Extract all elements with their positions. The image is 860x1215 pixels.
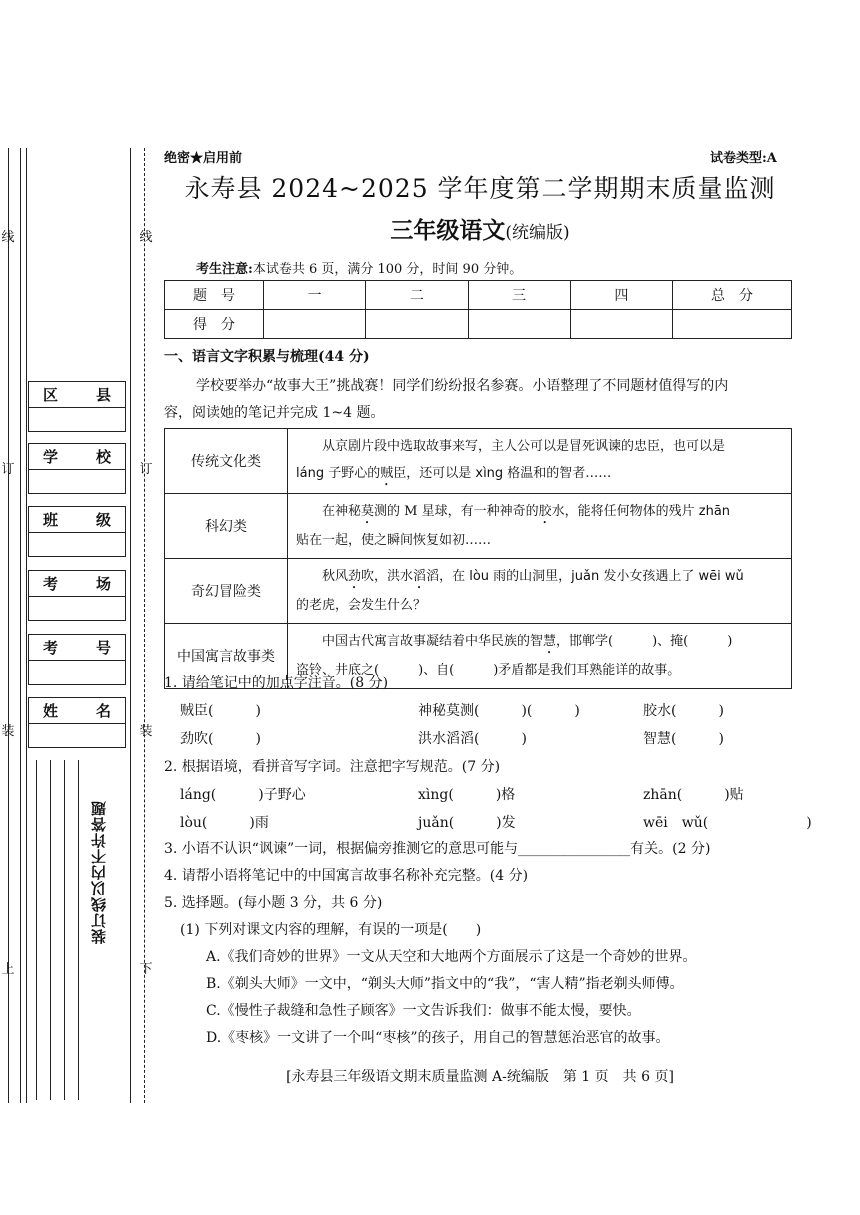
- pinyin: zhān: [698, 504, 731, 519]
- pinyin: lòu: [469, 569, 490, 584]
- table-cell: 四: [570, 281, 672, 310]
- page-title: 永寿县 2024~2025 学年度第二学期期末质量监测: [184, 174, 776, 203]
- text: 测的 M 星球，有一种神奇的: [374, 504, 539, 519]
- field-district[interactable]: [28, 381, 126, 432]
- question-5-1[interactable]: (1) 下列对课文内容的理解，有误的一项是( ): [180, 922, 482, 938]
- score-input[interactable]: [366, 310, 468, 339]
- field-label: 考: [43, 575, 59, 593]
- answer-blank[interactable]: láng( )子野心: [180, 787, 306, 803]
- field-label: 县: [95, 386, 111, 404]
- pinyin: juǎn: [571, 569, 600, 584]
- score-input[interactable]: [264, 310, 366, 339]
- pinyin: láng: [296, 466, 325, 481]
- question-5: 5. 选择题。(每小题 3 分，共 6 分): [164, 895, 383, 911]
- note-text: [288, 429, 792, 494]
- text: 中国古代寓言故事凝结着中华民族的智: [322, 634, 544, 649]
- notice-label: 考生注意:: [196, 262, 253, 277]
- field-class[interactable]: [28, 506, 126, 557]
- binding-mark: 下: [139, 962, 153, 977]
- binding-line: [20, 148, 21, 1103]
- field-label: 名: [95, 702, 111, 720]
- table-cell: 一: [264, 281, 366, 310]
- field-label: 校: [95, 448, 111, 466]
- answer-blank[interactable]: 智慧( ): [643, 731, 724, 747]
- dotted-char: 胶: [538, 504, 552, 519]
- subject: 三年级语文: [390, 218, 506, 244]
- field-label: 级: [95, 511, 111, 529]
- score-table: [164, 280, 792, 339]
- table-row: [165, 310, 792, 339]
- note-line: 盗铃、井底之( )、自( )矛盾都是我们耳熟能详的故事。: [296, 663, 681, 678]
- binding-warning: 装订线以内不许答题: [90, 800, 108, 944]
- answer-blank[interactable]: xìng( )格: [418, 787, 516, 803]
- score-input[interactable]: [673, 310, 792, 339]
- answer-blank[interactable]: lòu( )雨: [180, 815, 269, 831]
- answer-blank[interactable]: juǎn( )发: [418, 815, 516, 831]
- note-text: [288, 559, 792, 624]
- note-category: 科幻类: [165, 494, 288, 559]
- text: 滔，在: [426, 569, 470, 584]
- field-exam-room[interactable]: [28, 570, 126, 621]
- note-line: 贴在一起，使之瞬间恢复如初……: [296, 533, 492, 548]
- note-text: [288, 494, 792, 559]
- text: 秋风: [322, 569, 349, 584]
- answer-blank[interactable]: 胶水( ): [643, 703, 724, 719]
- note-line: [296, 460, 783, 489]
- binding-line: [50, 760, 51, 1100]
- note-line: 的老虎，会发生什么？: [296, 598, 427, 613]
- option-b: B.《剃头大师》一文中，“剃头大师”指文中的“我”，“害人精”指老剃头师傅。: [206, 976, 684, 992]
- note-category: 中国寓言故事类: [165, 624, 288, 689]
- question-4: 4. 请帮小语将笔记中的中国寓言故事名称补充完整。(4 分): [164, 868, 529, 884]
- field-label: 场: [95, 575, 111, 593]
- binding-mark: 装: [139, 724, 153, 739]
- text: 雨的山洞里，: [489, 569, 572, 584]
- score-input[interactable]: [570, 310, 672, 339]
- note-line: 从京剧片段中选取故事来写，主人公可以是冒死讽谏的忠臣，也可以是: [322, 439, 726, 454]
- binding-mark: 线: [1, 230, 15, 245]
- binding-mark: 线: [139, 230, 153, 245]
- exam-notice: [196, 258, 522, 277]
- secret-label: 绝密★启用前: [164, 151, 243, 166]
- table-cell: 题 号: [165, 281, 264, 310]
- text: 在神秘: [322, 504, 362, 519]
- question-2: 2. 根据语境，看拼音写字词。注意把字写规范。(7 分): [164, 759, 501, 775]
- notice-text: 本试卷共 6 页，满分 100 分，时间 90 分钟。: [252, 262, 523, 277]
- field-label: 区: [43, 386, 59, 404]
- dotted-char: 莫: [361, 504, 375, 519]
- table-row: [165, 429, 792, 494]
- text: 水，能将任何物体的残片: [551, 504, 699, 519]
- text: ，邯郸学( )、掩( ): [556, 634, 733, 649]
- field-label: 学: [43, 448, 59, 466]
- paper-type: 试卷类型:A: [710, 151, 777, 166]
- note-category: 传统文化类: [165, 429, 288, 494]
- note-line: [296, 628, 783, 657]
- intro-text: 学校要举办“故事大王”挑战赛！同学们纷纷报名参赛。小语整理了不同题材值得写的内: [196, 378, 729, 394]
- notes-table: [164, 428, 792, 689]
- question-1: 1. 请给笔记中的加点字注音。(8 分): [164, 675, 389, 691]
- text: 吹，洪水: [361, 569, 414, 584]
- pinyin: xìng: [475, 466, 504, 481]
- option-d: D.《枣核》一文讲了一个叫“枣核”的孩子，用自己的智慧惩治恶官的故事。: [206, 1030, 670, 1046]
- text: 子野心的: [324, 466, 381, 481]
- score-input[interactable]: [468, 310, 570, 339]
- binding-mark: 订: [139, 462, 153, 477]
- text: 发小女孩遇上了: [599, 569, 699, 584]
- table-cell: 二: [366, 281, 468, 310]
- binding-mark: 装: [1, 724, 15, 739]
- binding-line: [36, 760, 37, 1100]
- page-footer: [永寿县三年级语文期末质量监测 A-统编版 第 1 页 共 6 页]: [286, 1069, 674, 1085]
- answer-blank[interactable]: wēi wǔ( ): [643, 815, 812, 831]
- question-3[interactable]: 3. 小语不认识“讽谏”一词，根据偏旁推测它的意思可能与________________有关。(2 分): [164, 841, 711, 857]
- note-category: 奇幻冒险类: [165, 559, 288, 624]
- field-label: 班: [43, 511, 59, 529]
- field-exam-number[interactable]: [28, 634, 126, 685]
- answer-blank[interactable]: 劲吹( ): [180, 731, 261, 747]
- binding-mark: 上: [1, 962, 15, 977]
- binding-line: [64, 760, 65, 1100]
- dotted-char: 贼: [380, 466, 394, 481]
- field-label: 号: [95, 639, 111, 657]
- pinyin: wēi wǔ: [698, 569, 744, 584]
- binding-line: [78, 760, 79, 1100]
- answer-blank[interactable]: 洪水滔滔( ): [418, 731, 527, 747]
- dotted-char: 劲: [348, 569, 362, 584]
- field-name[interactable]: [28, 697, 126, 748]
- answer-blank[interactable]: 贼臣( ): [180, 703, 261, 719]
- answer-blank[interactable]: zhān( )贴: [643, 787, 744, 803]
- table-row: [165, 281, 792, 310]
- page-subtitle: [160, 212, 800, 245]
- intro-text: 容，阅读她的笔记并完成 1~4 题。: [164, 405, 385, 421]
- answer-blank[interactable]: 神秘莫测( )( ): [418, 703, 580, 719]
- section-heading: 一、语言文字积累与梳理(44 分): [164, 349, 370, 365]
- dotted-char: 慧: [543, 634, 557, 649]
- note-line: [296, 498, 783, 527]
- field-label: 考: [43, 639, 59, 657]
- binding-line: [26, 148, 27, 1103]
- text: 格温和的智者……: [503, 466, 612, 481]
- table-cell: 得 分: [165, 310, 264, 339]
- option-a: A.《我们奇妙的世界》一文从天空和大地两个方面展示了这是一个奇妙的世界。: [206, 949, 697, 965]
- text: 臣，还可以是: [393, 466, 476, 481]
- table-cell: 总 分: [673, 281, 792, 310]
- note-line: [296, 563, 783, 592]
- field-school[interactable]: [28, 443, 126, 494]
- dotted-char: 滔: [413, 569, 427, 584]
- binding-mark: 订: [1, 462, 15, 477]
- edition: (统编版): [505, 223, 570, 243]
- option-c: C.《慢性子裁缝和急性子顾客》一文告诉我们：做事不能太慢，要快。: [206, 1003, 641, 1019]
- table-row: [165, 559, 792, 624]
- field-label: 姓: [43, 702, 59, 720]
- table-row: [165, 494, 792, 559]
- table-cell: 三: [468, 281, 570, 310]
- binding-line: [130, 148, 131, 1103]
